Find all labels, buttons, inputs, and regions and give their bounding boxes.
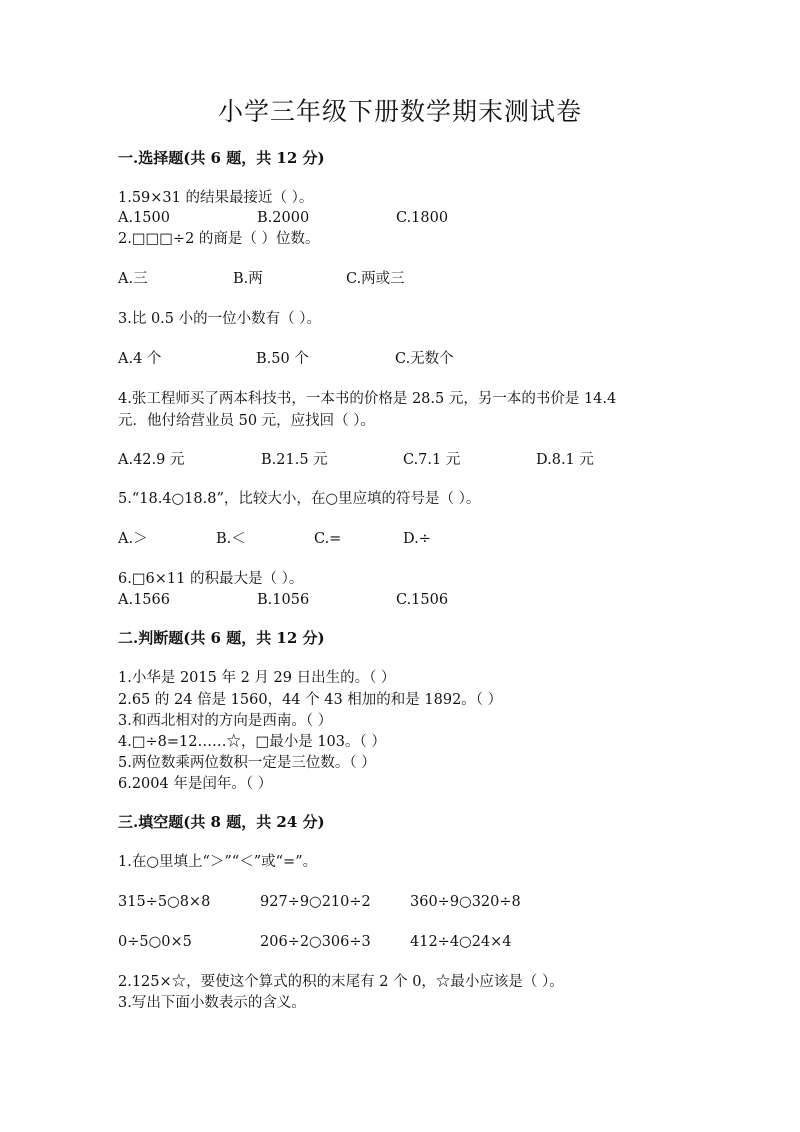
section-heading-choice: 一.选择题(共 6 题，共 12 分) [118, 149, 325, 167]
fill-q1-compare-2: 927÷9○210÷2 [260, 894, 371, 910]
choice-q3-option-c: C.无数个 [395, 351, 454, 367]
choice-q3-option-a: A.4 个 [118, 351, 162, 367]
choice-q1-option-b: B.2000 [257, 210, 310, 226]
choice-q5-option-c: C.= [314, 531, 342, 547]
choice-question-6: 6.□6×11 的积最大是（ ）。 [118, 571, 304, 587]
choice-question-3: 3.比 0.5 小的一位小数有（ ）。 [118, 311, 321, 327]
choice-q4-option-c: C.7.1 元 [403, 452, 461, 468]
page-title: 小学三年级下册数学期末测试卷 [217, 97, 582, 126]
choice-q2-option-a: A.三 [118, 271, 148, 287]
judge-question-4: 4.□÷8=12……☆，□最小是 103。（ ） [118, 734, 386, 750]
fill-q1-compare-1: 315÷5○8×8 [118, 894, 211, 910]
fill-q1-compare-4: 0÷5○0×5 [118, 934, 192, 950]
judge-question-5: 5.两位数乘两位数积一定是三位数。（ ） [118, 755, 376, 771]
fill-q1-compare-3: 360÷9○320÷8 [410, 894, 521, 910]
choice-question-5: 5.“18.4○18.8”，比较大小，在○里应填的符号是（ ）。 [118, 491, 481, 507]
section-heading-fill: 三.填空题(共 8 题，共 24 分) [118, 813, 325, 831]
choice-q5-option-b: B.＜ [216, 531, 246, 547]
choice-q6-option-a: A.1566 [118, 592, 170, 608]
choice-q6-option-b: B.1056 [257, 592, 310, 608]
choice-question-4-line-1: 4.张工程师买了两本科技书，一本书的价格是 28.5 元，另一本的书价是 14.4 [118, 391, 617, 407]
fill-question-3: 3.写出下面小数表示的含义。 [118, 995, 306, 1011]
choice-q3-option-b: B.50 个 [256, 351, 309, 367]
judge-question-2: 2.65 的 24 倍是 1560，44 个 43 相加的和是 1892。（ ） [118, 692, 503, 708]
choice-q5-option-a: A.＞ [118, 531, 148, 547]
fill-q1-compare-5: 206÷2○306÷3 [260, 934, 371, 950]
judge-question-1: 1.小华是 2015 年 2 月 29 日出生的。（ ） [118, 670, 396, 686]
choice-q4-option-a: A.42.9 元 [118, 452, 185, 468]
fill-q1-compare-6: 412÷4○24×4 [410, 934, 512, 950]
choice-q2-option-b: B.两 [233, 271, 263, 287]
choice-q5-option-d: D.÷ [403, 531, 431, 547]
choice-question-4-line-2: 元．他付给营业员 50 元，应找回（ ）。 [118, 413, 376, 429]
fill-question-1: 1.在○里填上“＞”“＜”或“=”。 [118, 854, 318, 870]
choice-q4-option-b: B.21.5 元 [261, 452, 328, 468]
choice-question-1: 1.59×31 的结果最接近（ ）。 [118, 190, 314, 206]
choice-q4-option-d: D.8.1 元 [536, 452, 594, 468]
choice-question-2: 2.□□□÷2 的商是（ ）位数。 [118, 231, 320, 247]
section-heading-judge: 二.判断题(共 6 题，共 12 分) [118, 629, 325, 647]
choice-q1-option-c: C.1800 [396, 210, 449, 226]
choice-q6-option-c: C.1506 [396, 592, 449, 608]
choice-q1-option-a: A.1500 [118, 210, 170, 226]
judge-question-6: 6.2004 年是闰年。（ ） [118, 776, 273, 792]
choice-q2-option-c: C.两或三 [346, 271, 405, 287]
fill-question-2: 2.125×☆，要使这个算式的积的末尾有 2 个 0，☆最小应该是（ ）。 [118, 974, 564, 990]
judge-question-3: 3.和西北相对的方向是西南。（ ） [118, 713, 333, 729]
